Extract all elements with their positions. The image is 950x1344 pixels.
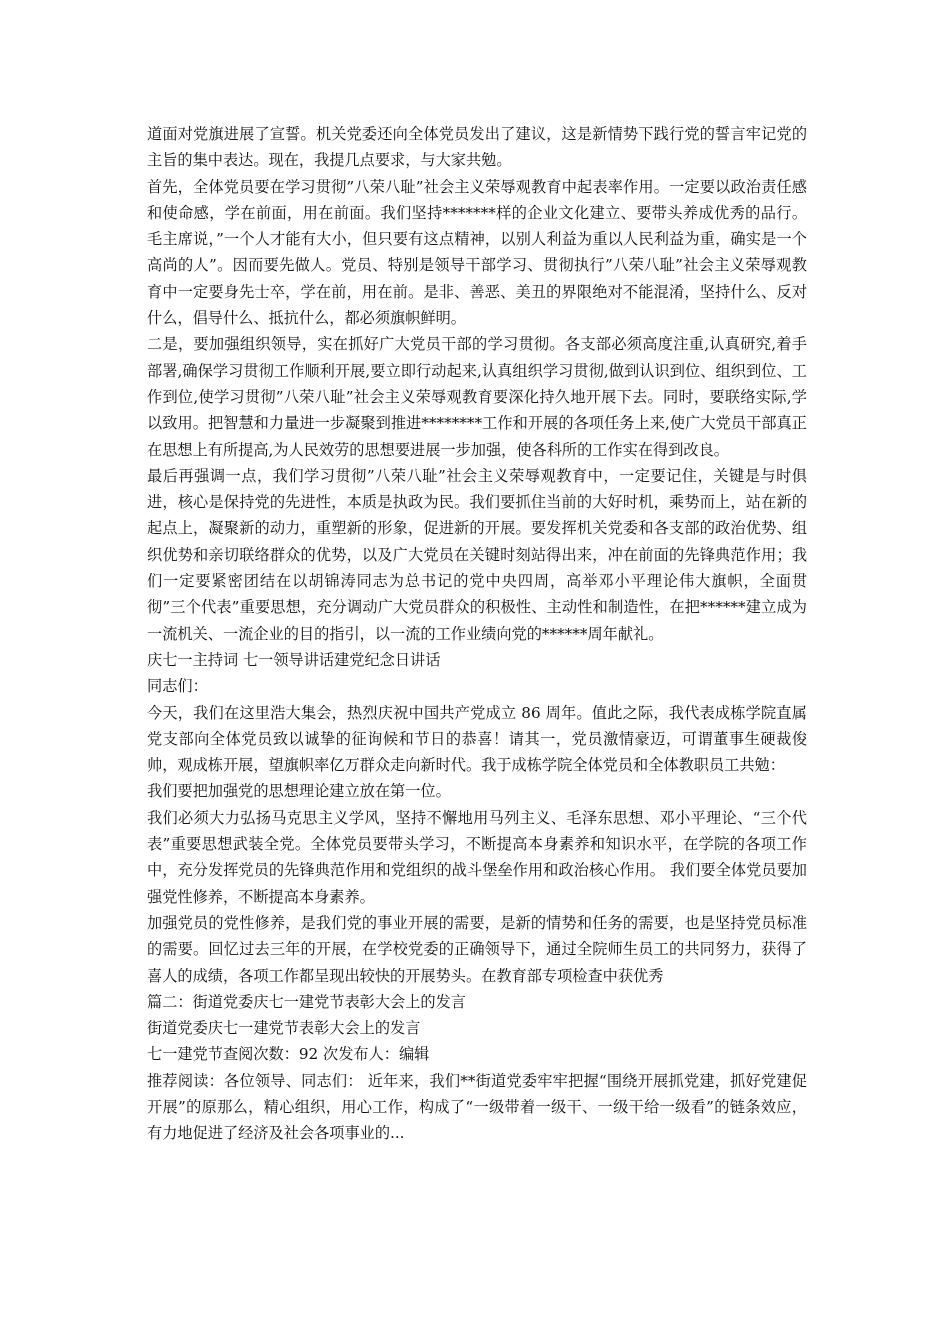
article-meta: 七一建党节查阅次数：92 次发布人：编辑 <box>147 1045 430 1064</box>
section-heading-speech: 庆七一主持词 七一领导讲话建党纪念日讲话 <box>147 650 441 669</box>
paragraph-oath: 道面对党旗进展了宣誓。机关党委还向全体党员发出了建议，这是新情势下践行党的誓言牢记党的主旨的集中表达。现在，我提几点要求，与大家共勉。 <box>147 125 807 170</box>
paragraph-opening: 今天，我们在这里浩大集会，热烈庆祝中国共产党成立 86 周年。值此之际，我代表成栋学院直属党支部向全体党员致以诚挚的征询候和节日的恭喜！请其一，党员激情豪迈，可谓董事生硬裁俊帅，观成栋开展，望旗帜率亿万群众走向新时代。我于成栋学院全体党员和全体教职员工共勉： <box>147 703 807 775</box>
paragraph-first-requirement: 首先，全体党员要在学习贯彻”八荣八耻”社会主义荣辱观教育中起表率作用。一定要以政治责任感和使命感，学在前面，用在前面。我们坚持*******样的企业文化建立、要带头养成优秀的品行。毛主席说，”一个人才能有大小，但只要有这点精神，以别人利益为重以人民利益为重，确实是一个高尚的人”。因而要先做人。党员、特别是领导干部学习、贯彻执行”八荣八耻”社会主义荣辱观教育中一定要身先士卒，学在前，用在前。是非、善恶、美丑的界限绝对不能混淆，坚持什么、反对什么，倡导什么、抵抗什么，都必须旗帜鲜明。 <box>147 177 807 328</box>
chapter-heading-part-two: 篇二：街道党委庆七一建党节表彰大会上的发言 <box>147 992 466 1011</box>
document-body <box>147 121 807 1147</box>
paragraph-party-cultivation: 加强党员的党性修养，是我们党的事业开展的需要，是新的情势和任务的需要，也是坚持党员标准的需要。回忆过去三年的开展，在学校党委的正确领导下，通过全院师生员工的共同努力，获得了喜人的成绩，各项工作都呈现出较快的开展势头。在教育部专项检查中获优秀 <box>147 913 807 985</box>
paragraph-final-emphasis: 最后再强调一点，我们学习贯彻”八荣八耻”社会主义荣辱观教育中，一定要记住，关键是与时俱进，核心是保持党的先进性，本质是执政为民。我们要抓住当前的大好时机，乘势而上，站在新的起点上，凝聚新的动力，重塑新的形象，促进新的开展。要发挥机关党委和各支部的政治优势、组织优势和亲切联络群众的优势，以及广大党员在关键时刻站得出来，冲在前面的先锋典范作用；我们一定要紧密团结在以胡锦涛同志为总书记的党中央四周，高举邓小平理论伟大旗帜，全面贯彻”三个代表”重要思想，充分调动广大党员群众的积极性、主动性和制造性，在把******建立成为一流机关、一流企业的目的指引，以一流的工作业绩向党的******周年献礼。 <box>147 466 807 643</box>
article-title: 街道党委庆七一建党节表彰大会上的发言 <box>147 1019 421 1038</box>
salutation: 同志们： <box>147 677 208 696</box>
paragraph-theory-first: 我们要把加强党的思想理论建立放在第一位。 <box>147 782 451 801</box>
recommended-reading: 推荐阅读：各位领导、同志们： 近年来，我们**街道党委牢牢把握“围绕开展抓党建，抓好党建促开展”的原那么，精心组织，用心工作，构成了“一级带着一级干、一级干给一级看”的链条效应，有力地促进了经济及社会各项事业的... <box>147 1071 807 1143</box>
paragraph-marxist-study: 我们必须大力弘扬马克思主义学风，坚持不懈地用马列主义、毛泽东思想、邓小平理论、“三个代表”重要思想武装全党。全体党员要带头学习，不断提高本身素养和知识水平，在学院的各项工作中，充分发挥党员的先锋典范作用和党组织的战斗堡垒作用和政治核心作用。 我们要全体党员要加强党性修养，不断提高本身素养。 <box>147 808 807 906</box>
paragraph-second-requirement: 二是，要加强组织领导，实在抓好广大党员干部的学习贯彻。各支部必须高度注重,认真研究,着手部署,确保学习贯彻工作顺利开展,要立即行动起来,认真组织学习贯彻,做到认识到位、组织到位、工作到位,使学习贯彻”八荣八耻”社会主义荣辱观教育要深化持久地开展下去。同时，要联络实际,学以致用。把智慧和力量进一步凝聚到推进********工作和开展的各项任务上来,使广大党员干部真正在思想上有所提高,为人民效劳的思想要进展一步加强，使各科所的工作实在得到改良。 <box>147 335 807 459</box>
